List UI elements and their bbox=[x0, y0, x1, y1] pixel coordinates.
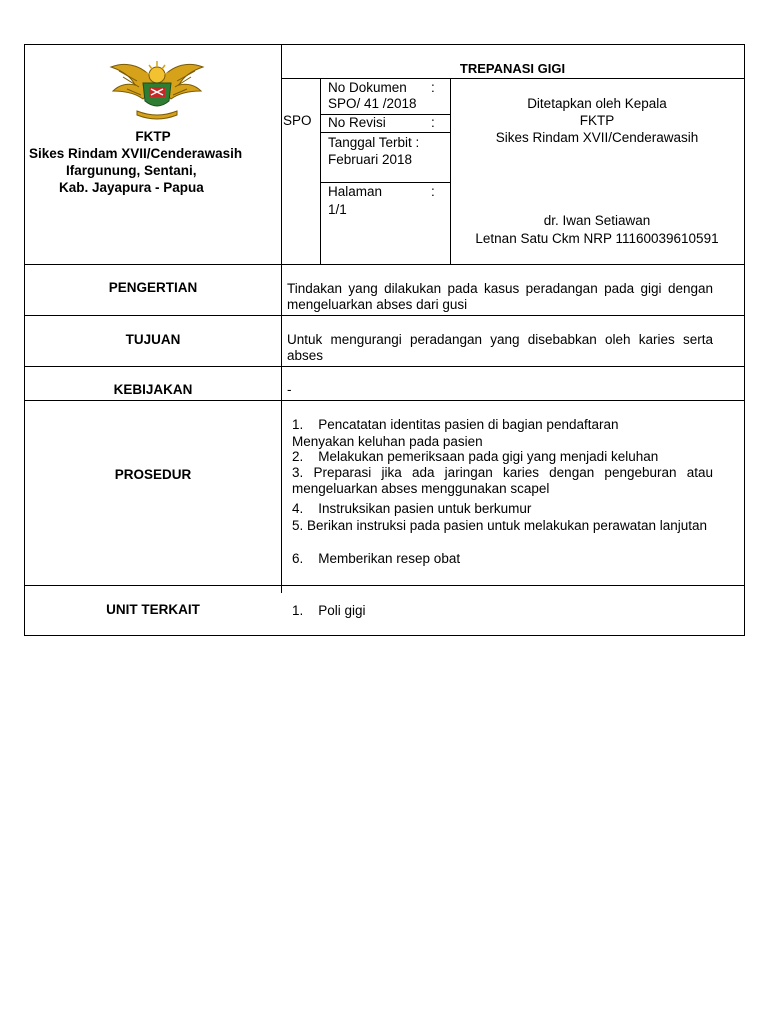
kebijakan-text: - bbox=[287, 382, 292, 397]
organization-logo bbox=[107, 55, 207, 121]
spo-divider bbox=[320, 78, 321, 264]
row-line-2 bbox=[25, 366, 744, 367]
tanggal-value: Februari 2018 bbox=[328, 152, 413, 167]
prosedur-item-2: 2. Melakukan pemeriksaan pada gigi yang menjadi keluhan bbox=[292, 449, 659, 464]
prosedur-item-1: 1. Pencatatan identitas pasien di bagian pendaftaran bbox=[292, 417, 619, 432]
tanggal-label: Tanggal Terbit : bbox=[328, 135, 420, 150]
prosedur-item-1b: Menyakan keluhan pada pasien bbox=[292, 434, 483, 449]
prosedur-item-4: 4. Instruksikan pasien untuk berkumur bbox=[292, 501, 532, 516]
unit-terkait-text: 1. Poli gigi bbox=[292, 603, 366, 618]
org-line-1: FKTP bbox=[135, 129, 171, 144]
header-bottom-line bbox=[25, 264, 744, 265]
prosedur-item-3: 3. Preparasi jika ada jaringan karies dengan pengeburan atau mengeluarkan abses menggunakan scapel bbox=[292, 465, 713, 496]
row-line-1 bbox=[25, 315, 744, 316]
row-line-3 bbox=[25, 400, 744, 401]
signer-rank: Letnan Satu Ckm NRP 11160039610591 bbox=[475, 231, 719, 246]
title-underline bbox=[281, 78, 744, 79]
no-revisi-label: No Revisi bbox=[328, 115, 386, 130]
prosedur-label: PROSEDUR bbox=[114, 467, 192, 482]
no-dokumen-value: SPO/ 41 /2018 bbox=[328, 96, 417, 111]
approval-line-1: Ditetapkan oleh Kepala bbox=[527, 96, 667, 111]
tujuan-text: Untuk mengurangi peradangan yang disebabkan oleh karies serta abses bbox=[287, 332, 713, 363]
org-line-3: Ifargunung, Sentani, bbox=[66, 163, 197, 178]
org-line-4: Kab. Jayapura - Papua bbox=[59, 180, 204, 195]
field-line-3 bbox=[320, 182, 450, 183]
prosedur-item-6: 6. Memberikan resep obat bbox=[292, 551, 461, 566]
row-line-4 bbox=[25, 585, 744, 586]
prosedur-item-5: 5. Berikan instruksi pada pasien untuk melakukan perawatan lanjutan bbox=[292, 518, 708, 533]
pengertian-label: PENGERTIAN bbox=[108, 280, 198, 295]
spo-label: SPO bbox=[283, 113, 312, 128]
field-line-2 bbox=[320, 132, 450, 133]
document-title: TREPANASI GIGI bbox=[459, 61, 566, 76]
halaman-value: 1/1 bbox=[328, 202, 347, 217]
org-line-2: Sikes Rindam XVII/Cenderawasih bbox=[29, 146, 243, 161]
unit-terkait-label: UNIT TERKAIT bbox=[106, 602, 200, 617]
signer-name: dr. Iwan Setiawan bbox=[543, 213, 651, 228]
no-dokumen-label: No Dokumen bbox=[328, 80, 407, 95]
halaman-label: Halaman bbox=[328, 184, 383, 199]
spo-document bbox=[24, 44, 745, 636]
pengertian-text: Tindakan yang dilakukan pada kasus peradangan pada gigi dengan mengeluarkan abses dari gusi bbox=[287, 281, 713, 312]
kebijakan-label: KEBIJAKAN bbox=[113, 382, 193, 397]
tujuan-label: TUJUAN bbox=[125, 332, 181, 347]
approval-line-3: Sikes Rindam XVII/Cenderawasih bbox=[495, 130, 699, 145]
no-dokumen-colon: : bbox=[431, 80, 435, 95]
column-divider bbox=[281, 45, 282, 593]
approval-line-2: FKTP bbox=[579, 113, 615, 128]
no-revisi-colon: : bbox=[431, 115, 435, 130]
halaman-colon: : bbox=[431, 184, 435, 199]
